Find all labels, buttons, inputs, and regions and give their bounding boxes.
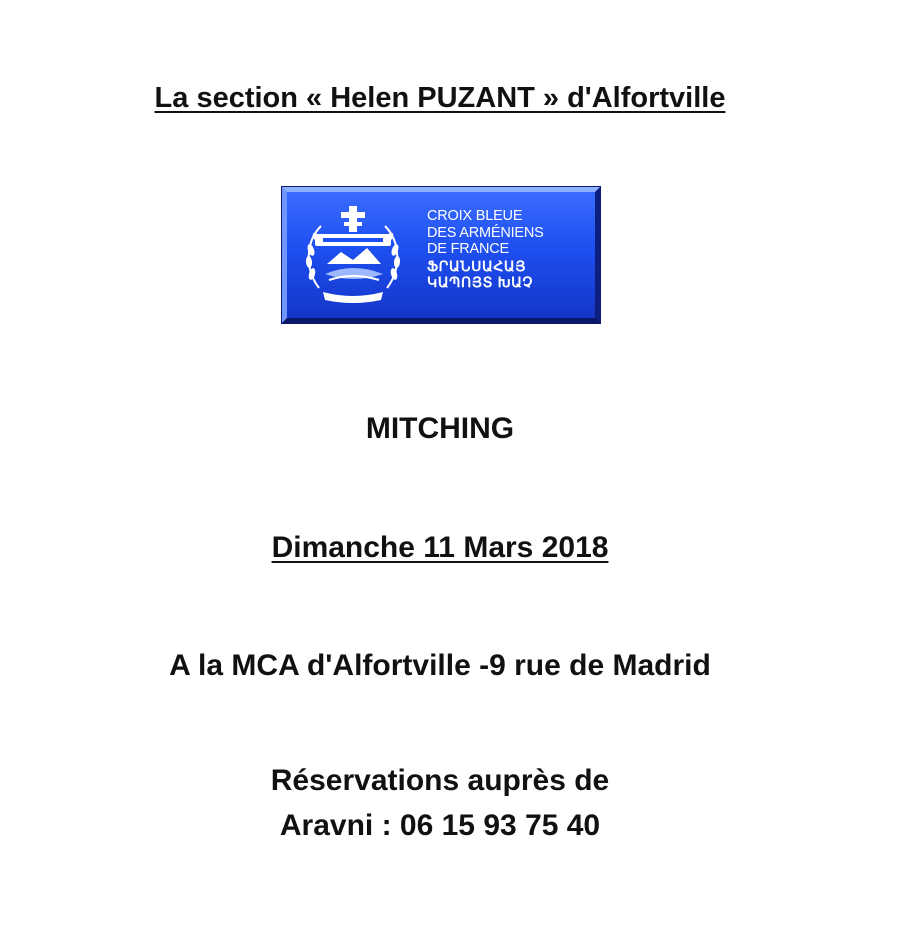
event-name: MITCHING xyxy=(365,412,515,445)
croix-bleue-logo xyxy=(282,187,600,323)
logo-line-2: DES ARMÉNIENS xyxy=(427,224,544,241)
logo-line-1: CROIX BLEUE xyxy=(427,208,523,224)
event-place: A la MCA d'Alfortville -9 rue de Madrid xyxy=(169,649,711,682)
reservation-phone: Aravni : 06 15 93 75 40 xyxy=(279,809,601,842)
reservation-line-1: Réservations auprès de xyxy=(270,764,610,797)
logo-line-4: ՖՐԱՆՍԱՀԱՅ xyxy=(427,257,527,274)
event-date: Dimanche 11 Mars 2018 xyxy=(271,531,609,564)
logo-line-5: ԿԱՊՈՅՏ ԽԱՉ xyxy=(427,274,533,290)
page-title: La section « Helen PUZANT » d'Alfortville xyxy=(154,82,726,114)
croix-bleue-emblem-icon xyxy=(297,200,409,312)
logo-line-3: DE FRANCE xyxy=(427,241,509,257)
